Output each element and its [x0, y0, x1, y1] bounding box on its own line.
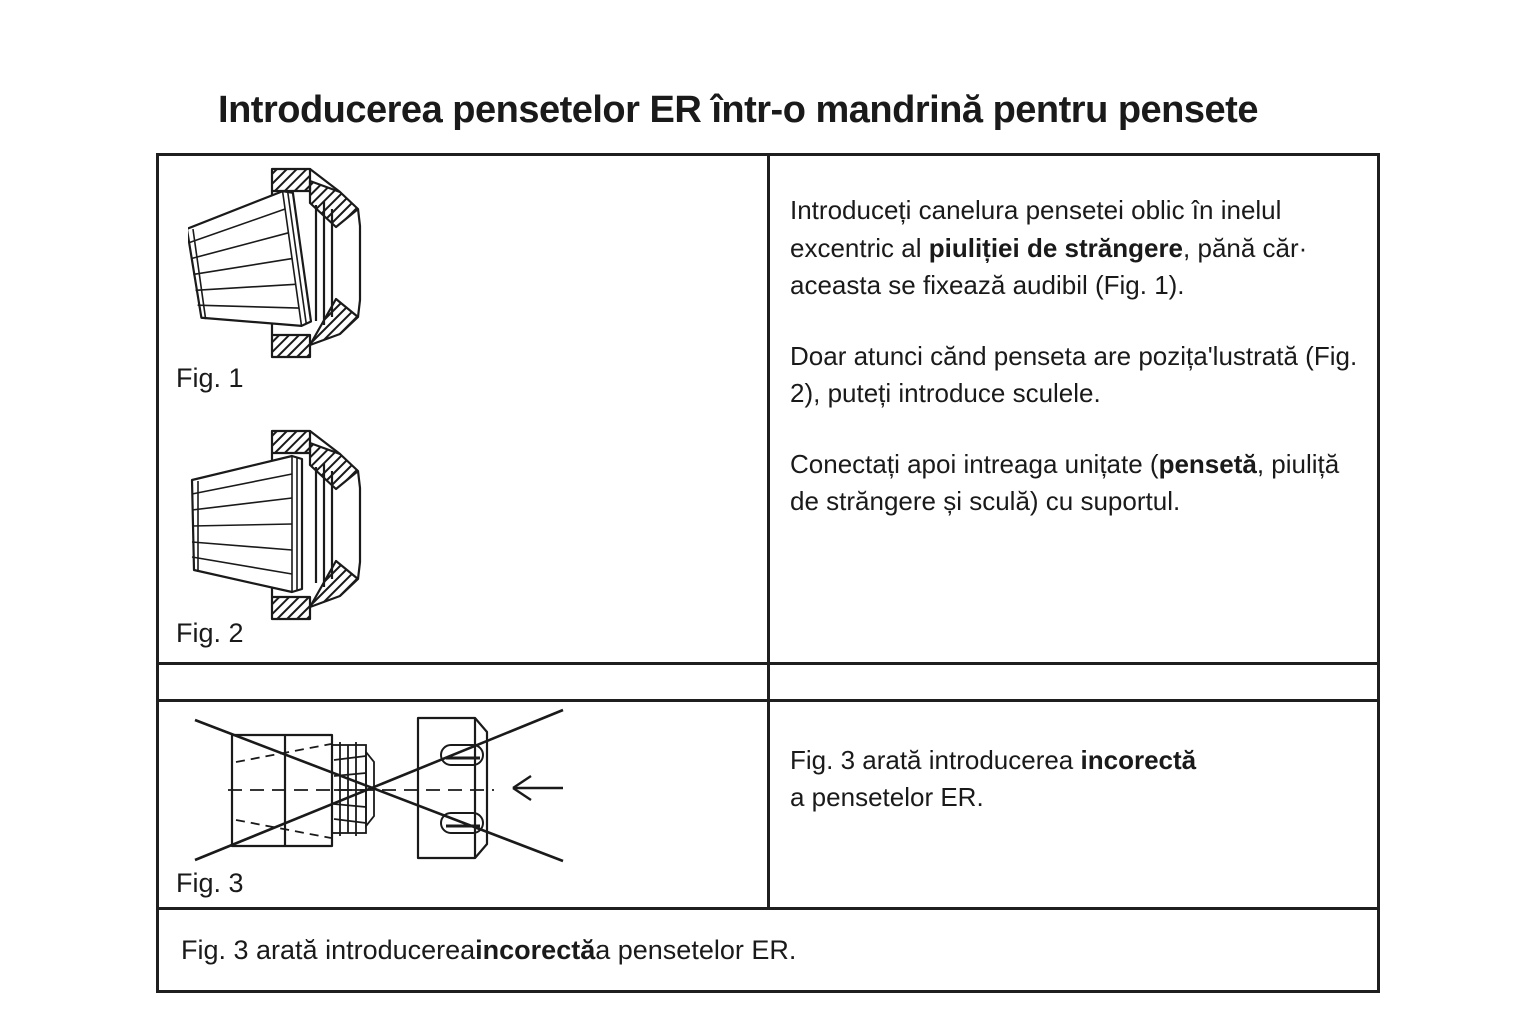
- collet-oblique: [188, 190, 311, 340]
- spacer-cell-right: [770, 665, 1377, 702]
- instruction-table: [156, 153, 1380, 993]
- p1-text: Introduceți canelura pensetei oblic în inelul excentric al: [790, 195, 1282, 263]
- fig3-note-bold-incorrect: incorectă: [1080, 745, 1197, 775]
- page-title: Introducerea pensetelor ER într-o mandrină pentru pensete: [218, 89, 1258, 132]
- fig3-note-cell: [770, 702, 1377, 910]
- caption-row: [159, 910, 1377, 990]
- cross-out-x: [195, 710, 563, 861]
- fig3-cell: [159, 702, 770, 910]
- collet-seated: [192, 456, 302, 592]
- caption-text-end: a pensetelor ER.: [595, 934, 797, 965]
- fig2-label: Fig. 2: [176, 618, 244, 648]
- collet-front: [418, 718, 487, 858]
- p3-text-end: , piuliță de străngere și sculă) cu suportul.: [790, 448, 1340, 516]
- instructions-cell: [770, 156, 1377, 665]
- p3-text: Conectați apoi intreaga unițate (: [790, 448, 1159, 479]
- left-arrow-icon: [513, 776, 563, 800]
- instruction-paragraph-3: [790, 446, 1363, 521]
- fig1-collet-oblique-drawing: [188, 164, 366, 362]
- instruction-paragraph-1: [790, 192, 1363, 305]
- instruction-paragraph-2: Doar atunci cănd penseta are pozița'lustrată (Fig. 2), puteți introduce sculele.: [790, 340, 1358, 408]
- p3-bold-collet: pensetă: [1158, 448, 1257, 479]
- fig3-incorrect-insertion-drawing: [184, 706, 574, 878]
- fig1-label: Fig. 1: [176, 363, 244, 393]
- figures-cell: [159, 156, 770, 665]
- caption-text: Fig. 3 arată introducerea: [181, 934, 476, 965]
- p1-bold-clamping-nut: piuliției de străngere: [928, 232, 1184, 263]
- fig2-collet-seated-drawing: [188, 426, 366, 624]
- p1-text-end: , pănă căr· aceasta se fixează audibil (Fig. 1).: [790, 232, 1308, 300]
- caption-bold-incorrect: incorectă: [475, 934, 596, 965]
- fig3-note-line2: a pensetelor ER.: [790, 782, 984, 812]
- fig3-note-text: Fig. 3 arată introducerea: [790, 745, 1081, 775]
- fig3-note-line1: [790, 742, 1363, 779]
- fig3-label: Fig. 3: [176, 868, 244, 898]
- spacer-cell-left: [159, 665, 770, 702]
